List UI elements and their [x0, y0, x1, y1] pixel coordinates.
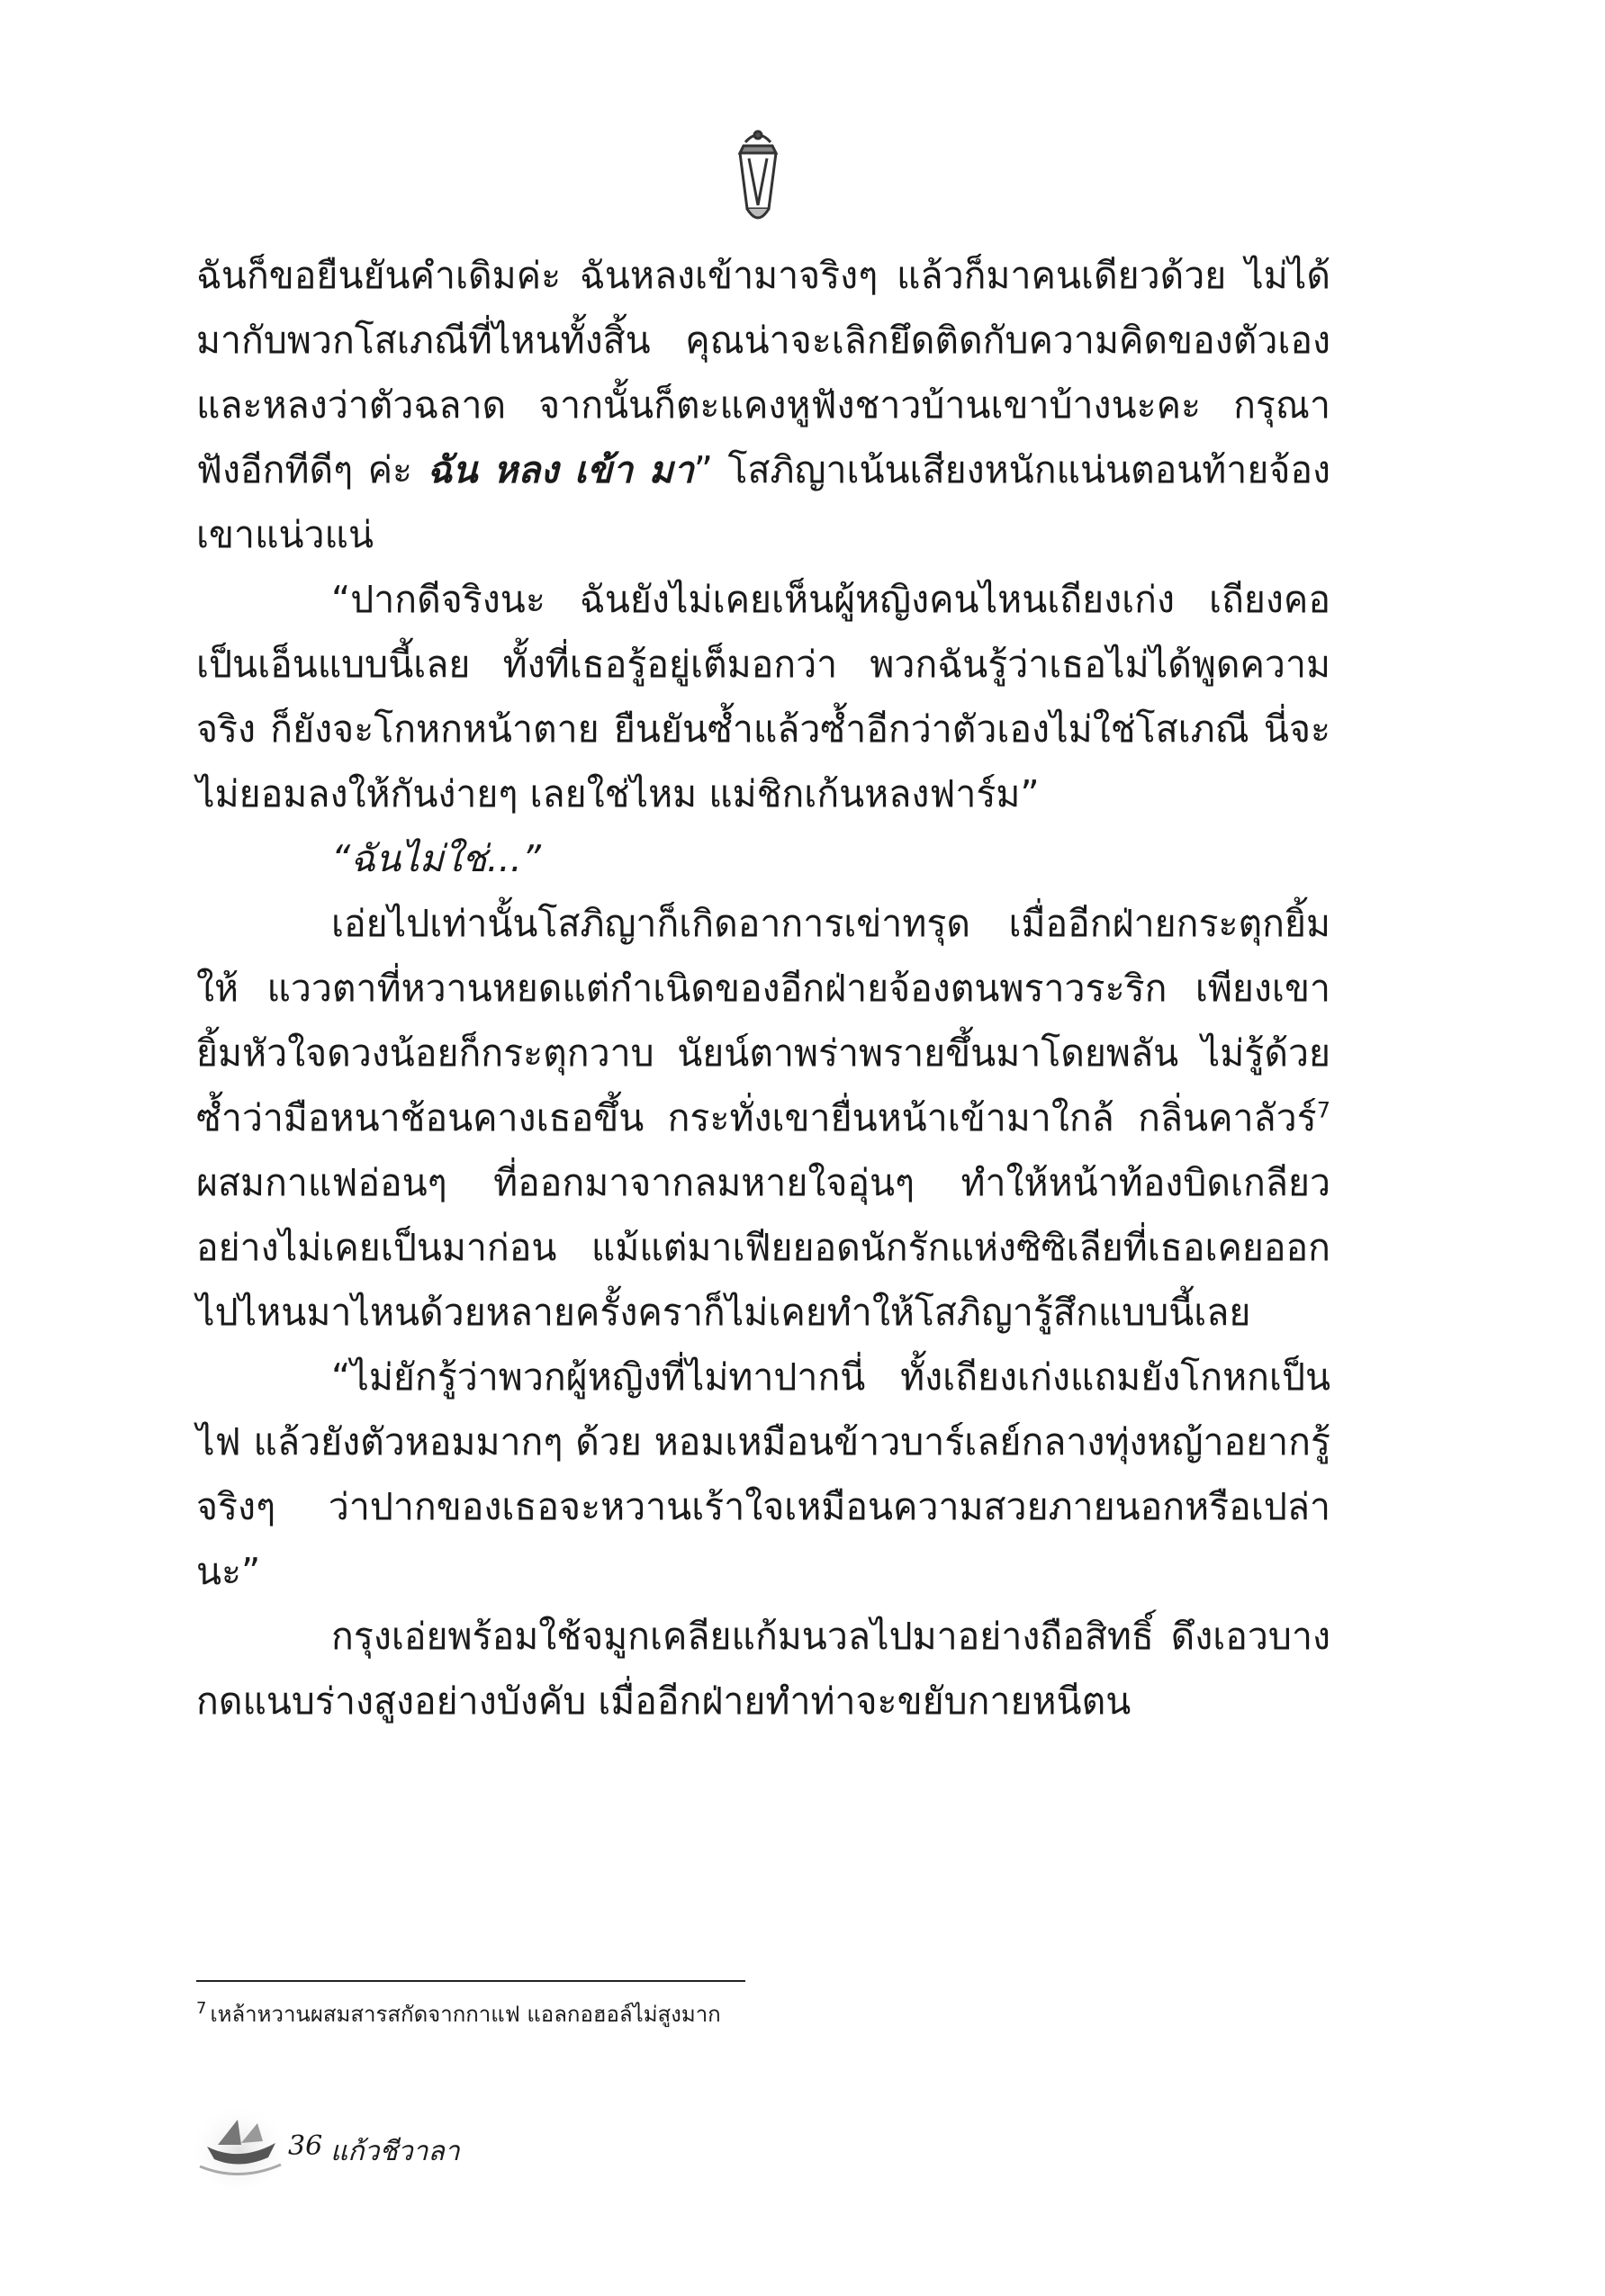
paragraph-1-text-end: ” โสภิญาเน้นเสียงหนักแน่นตอนท้ายจ้องเขาแน่วแน่	[196, 448, 1331, 556]
page-number: 36	[288, 2130, 323, 2162]
footnote-text: เหล้าหวานผสมสารสกัดจากกาแฟ แอลกอฮอล์ไม่สูงมาก	[210, 2002, 721, 2027]
footnote-divider	[196, 1980, 745, 1982]
page-footer	[191, 2093, 551, 2192]
emphasis-text: ฉัน หลง เข้า มา	[427, 448, 694, 491]
paragraph-4-text-end: ผสมกาแฟอ่อนๆ ที่ออกมาจากลมหายใจอุ่นๆ ทำให้หน้าท้องบิดเกลียวอย่างไม่เคยเป็นมาก่อน แม้แต่มาเฟียยอดนักรักแห่งซิซิเลียที่เธอเคยออกไปไหนมาไหนด้วยหลายครั้งคราก็ไม่เคยทำให้โสภิญารู้สึกแบบนี้เลย	[196, 1161, 1330, 1334]
paragraph-3: “ฉันไม่ใช่...”	[331, 837, 542, 880]
paragraph-5: “ไม่ยักรู้ว่าพวกผู้หญิงที่ไม่ทาปากนี่ ทั้งเถียงเก่งแถมยังโกหกเป็นไฟ แล้วยังตัวหอมมากๆ ด้วย หอมเหมือนข้าวบาร์เลย์กลางทุ่งหญ้าอยากรู้จริงๆ ว่าปากของเธอจะหวานเร้าใจเหมือนความสวยภายนอกหรือเปล่านะ”	[196, 1355, 1330, 1593]
footnote-reference[interactable]: 7	[1316, 1097, 1330, 1123]
footnote	[196, 2000, 1330, 2029]
paragraph-2: “ปากดีจริงนะ ฉันยังไม่เคยเห็นผู้หญิงคนไหนเถียงเก่ง เถียงคอเป็นเอ็นแบบนี้เลย ทั้งที่เธอรู้อยู่เต็มอกว่า พวกฉันรู้ว่าเธอไม่ได้พูดความจริง ก็ยังจะโกหกหน้าตาย ยืนยันซ้ำแล้วซ้ำอีกว่าตัวเองไม่ใช่โสเภณี นี่จะไม่ยอมลงให้กันง่ายๆ เลยใช่ไหม แม่ชิกเก้นหลงฟาร์ม”	[196, 578, 1330, 815]
paragraph-1-text: ฉันก็ขอยืนยันคำเดิมค่ะ ฉันหลงเข้ามาจริงๆ แล้วก็มาคนเดียวด้วย ไม่ได้มากับพวกโสเภณีที่ไหนทั้งสิ้น คุณน่าจะเลิกยึดติดกับความคิดของตัวเองและหลงว่าตัวฉลาด จากนั้นก็ตะแคงหูฟังชาวบ้านเขาบ้างนะคะ กรุณาฟังอีกทีดีๆ ค่ะ	[196, 254, 1330, 491]
lantern-ornament-icon	[729, 126, 787, 234]
paragraph-4-text: เอ่ยไปเท่านั้นโสภิญาก็เกิดอาการเข่าทรุด เมื่ออีกฝ่ายกระตุกยิ้มให้ แววตาที่หวานหยดแต่กำเนิดของอีกฝ่ายจ้องตนพราวระริก เพียงเขายิ้มหัวใจดวงน้อยก็กระตุกวาบ นัยน์ตาพร่าพรายขึ้นมาโดยพลัน ไม่รู้ด้วยซ้ำว่ามือหนาช้อนคางเธอขึ้น กระทั่งเขายื่นหน้าเข้ามาใกล้ กลิ่นคาลัวร์	[196, 902, 1330, 1139]
paragraph-6: กรุงเอ่ยพร้อมใช้จมูกเคลียแก้มนวลไปมาอย่างถือสิทธิ์ ดึงเอวบางกดแนบร่างสูงอย่างบังคับ เมื่ออีกฝ่ายทำท่าจะขยับกายหนีตน	[196, 1615, 1330, 1723]
boat-logo-icon	[191, 2093, 288, 2192]
paragraph-1	[196, 243, 1330, 567]
book-title: แก้วชีวาลา	[330, 2136, 460, 2167]
paragraph-4	[196, 891, 1330, 1345]
footnote-mark: 7	[196, 1999, 207, 2018]
body-text	[196, 243, 1330, 1733]
